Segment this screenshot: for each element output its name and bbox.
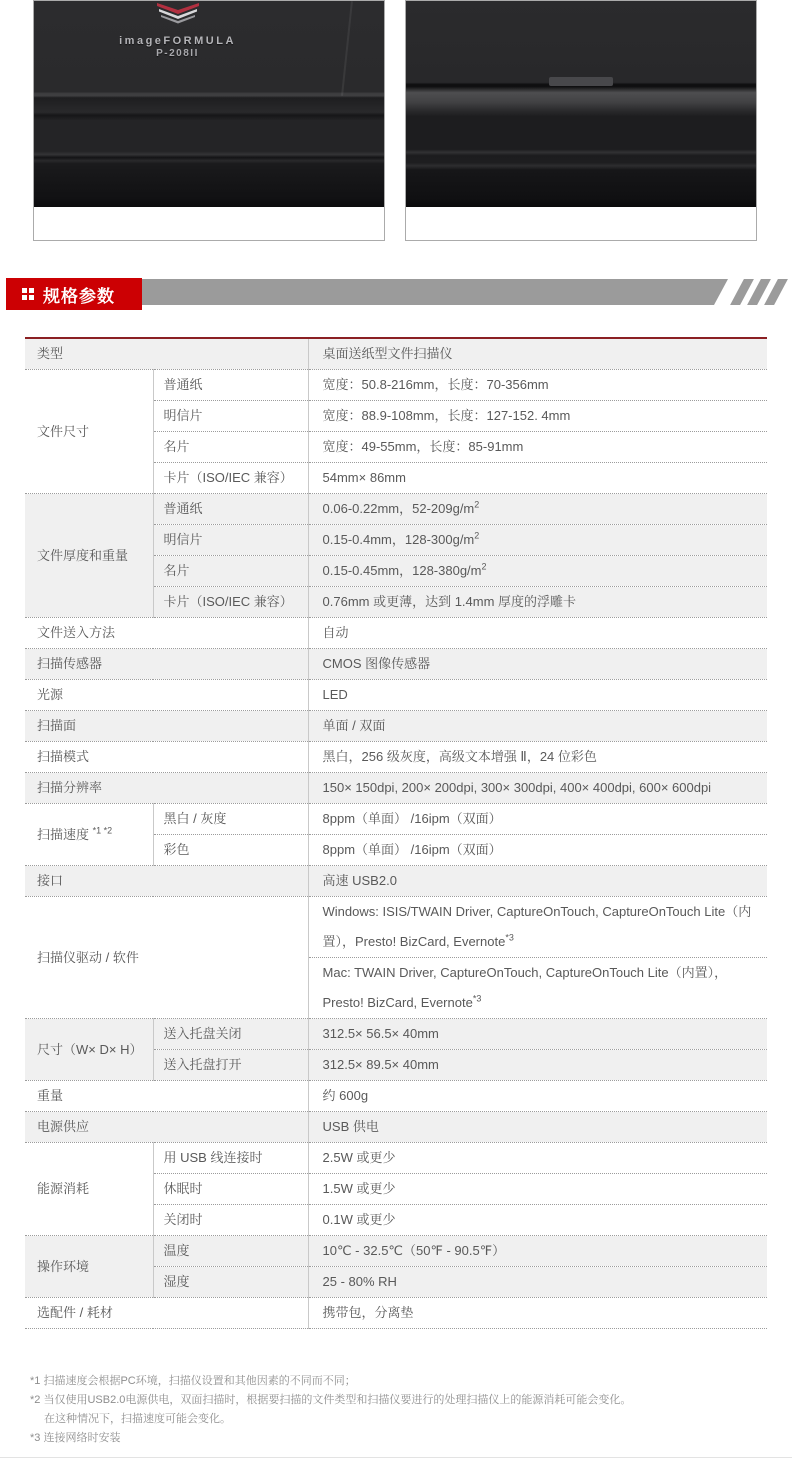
banner-bar	[142, 279, 728, 305]
spec-value: 0.15-0.4mm，$128-300g/m^2$	[308, 525, 767, 556]
bottom-divider	[0, 1457, 792, 1458]
section-title: 规格参数	[43, 286, 115, 306]
spec-value: 150× 150dpi, 200× 200dpi, 300× 300dpi, 400× 400dpi, 600× 600dpi	[308, 773, 767, 804]
spec-sub-label: 名片	[153, 432, 308, 463]
section-title-box	[6, 278, 142, 310]
spec-row	[25, 1112, 767, 1143]
spec-value: 25 - 80% RH	[308, 1267, 767, 1298]
footnote: *1 扫描速度会根据PC环境，扫描仪设置和其他因素的不同而不同；	[30, 1375, 356, 1387]
spec-row	[25, 494, 767, 525]
spec-table-body	[25, 338, 767, 1329]
spec-sub-label: 黑白 / 灰度	[153, 804, 308, 835]
spec-group-label: 文件厚度和重量	[25, 494, 153, 618]
spec-row	[25, 1081, 767, 1112]
brand-chevron-icon	[155, 3, 201, 27]
spec-value: 宽度：49-55mm，长度：85-91mm	[308, 432, 767, 463]
spec-value: 单面 / 双面	[308, 711, 767, 742]
spec-value: 携带包，分离垫	[308, 1298, 767, 1329]
spec-row	[25, 1298, 767, 1329]
spec-value: 自动	[308, 618, 767, 649]
spec-value: 0.76mm 或更薄，达到 1.4mm 厚度的浮雕卡	[308, 587, 767, 618]
spec-sub-label: 休眠时	[153, 1174, 308, 1205]
spec-sub-label: 明信片	[153, 401, 308, 432]
spec-row	[25, 897, 767, 958]
grid-bullet-icon	[22, 288, 34, 300]
scanner-latch-button	[549, 77, 613, 86]
photo-caption-strip	[406, 207, 756, 240]
footnote: 在这种情况下，扫描速度可能会变化。	[44, 1413, 231, 1425]
spec-sub-label: 名片	[153, 556, 308, 587]
spec-sub-label: 用 USB 线连接时	[153, 1143, 308, 1174]
spec-group-label: 电源供应	[25, 1112, 308, 1143]
spec-value: 1.5W 或更少	[308, 1174, 767, 1205]
spec-value: 宽度：88.9-108mm，长度：127-152. 4mm	[308, 401, 767, 432]
product-photo-back-box	[405, 0, 757, 241]
spec-group-label: 扫描仪驱动 / 软件	[25, 897, 308, 1019]
spec-group-label: 接口	[25, 866, 308, 897]
scanner-back-photo	[406, 1, 756, 207]
spec-sub-label: 普通纸	[153, 370, 308, 401]
spec-value: USB 供电	[308, 1112, 767, 1143]
spec-sub-label: 温度	[153, 1236, 308, 1267]
spec-group-label: 选配件 / 耗材	[25, 1298, 308, 1329]
spec-group-label: 类型	[25, 338, 308, 370]
footnote: *3 连接网络时安装	[30, 1432, 121, 1444]
spec-group-label: 扫描传感器	[25, 649, 308, 680]
spec-group-label: 尺寸（W× D× H）	[25, 1019, 153, 1081]
spec-row	[25, 370, 767, 401]
section-header	[0, 278, 792, 310]
spec-sub-label: 湿度	[153, 1267, 308, 1298]
spec-sub-label: 送入托盘关闭	[153, 1019, 308, 1050]
spec-value: 8ppm（单面） /16ipm（双面）	[308, 804, 767, 835]
spec-sub-label: 卡片（ISO/IEC 兼容）	[153, 463, 308, 494]
spec-group-label: 操作环境	[25, 1236, 153, 1298]
spec-group-label: 扫描分辨率	[25, 773, 308, 804]
photo-caption-strip	[34, 207, 384, 240]
spec-group-label: 文件尺寸	[25, 370, 153, 494]
footnote: *2 当仅使用USB2.0电源供电，双面扫描时，根据要扫描的文件类型和扫描仪要进行的处理扫描仪上的能源消耗可能会变化。	[30, 1394, 632, 1406]
brand-name: imageFORMULA	[119, 35, 236, 47]
spec-sub-label: 卡片（ISO/IEC 兼容）	[153, 587, 308, 618]
spec-value: 0.15-0.45mm，$128-380g/m^2$	[308, 556, 767, 587]
spec-row	[25, 338, 767, 370]
spec-value: 0.06-0.22mm，$52-209g/m^2$	[308, 494, 767, 525]
spec-group-label: 扫描面	[25, 711, 308, 742]
scanner-front-photo	[34, 1, 384, 207]
spec-value: 桌面送纸型文件扫描仪	[308, 338, 767, 370]
spec-sub-label: 关闭时	[153, 1205, 308, 1236]
product-images	[33, 0, 757, 241]
spec-row	[25, 1236, 767, 1267]
spec-sub-label: 彩色	[153, 835, 308, 866]
spec-row	[25, 1019, 767, 1050]
spec-row	[25, 804, 767, 835]
spec-value: Windows: ISIS/TWAIN Driver, CaptureOnTouch, CaptureOnTouch Lite（内置），Presto! BizCard, Evernote$^{*3}$	[308, 897, 767, 958]
spec-group-label: 文件送入方法	[25, 618, 308, 649]
footnotes	[30, 1372, 631, 1448]
spec-row	[25, 711, 767, 742]
product-photo-front-box	[33, 0, 385, 241]
spec-group-label: 重量	[25, 1081, 308, 1112]
scanner-brand-logo	[34, 3, 321, 59]
spec-group-label: 扫描模式	[25, 742, 308, 773]
spec-value: Mac: TWAIN Driver, CaptureOnTouch, CaptureOnTouch Lite（内置），Presto! BizCard, Evernote$^{*3}$	[308, 958, 767, 1019]
spec-value: 0.1W 或更少	[308, 1205, 767, 1236]
spec-value: 312.5× 56.5× 40mm	[308, 1019, 767, 1050]
spec-sub-label: 送入托盘打开	[153, 1050, 308, 1081]
spec-value: 2.5W 或更少	[308, 1143, 767, 1174]
spec-value: 10℃ - 32.5℃（50℉ - 90.5℉）	[308, 1236, 767, 1267]
spec-value: 约 600g	[308, 1081, 767, 1112]
spec-group-label: 光源	[25, 680, 308, 711]
spec-value: LED	[308, 680, 767, 711]
spec-sub-label: 明信片	[153, 525, 308, 556]
spec-row	[25, 680, 767, 711]
spec-value: 宽度：50.8-216mm，长度：70-356mm	[308, 370, 767, 401]
spec-value: 312.5× 89.5× 40mm	[308, 1050, 767, 1081]
spec-group-label: 扫描速度 $^{*1 *2}$	[25, 804, 153, 866]
spec-sub-label: 普通纸	[153, 494, 308, 525]
spec-row	[25, 1143, 767, 1174]
spec-row	[25, 773, 767, 804]
spec-value: 黑白，256 级灰度，高级文本增强 Ⅱ，24 位彩色	[308, 742, 767, 773]
spec-row	[25, 618, 767, 649]
model-name: P-208II	[156, 48, 199, 59]
spec-row	[25, 742, 767, 773]
spec-group-label: 能源消耗	[25, 1143, 153, 1236]
spec-value: 8ppm（单面） /16ipm（双面）	[308, 835, 767, 866]
spec-row	[25, 649, 767, 680]
spec-value: 54mm× 86mm	[308, 463, 767, 494]
spec-value: CMOS 图像传感器	[308, 649, 767, 680]
spec-table	[25, 337, 767, 1329]
spec-row	[25, 866, 767, 897]
spec-value: 高速 USB2.0	[308, 866, 767, 897]
